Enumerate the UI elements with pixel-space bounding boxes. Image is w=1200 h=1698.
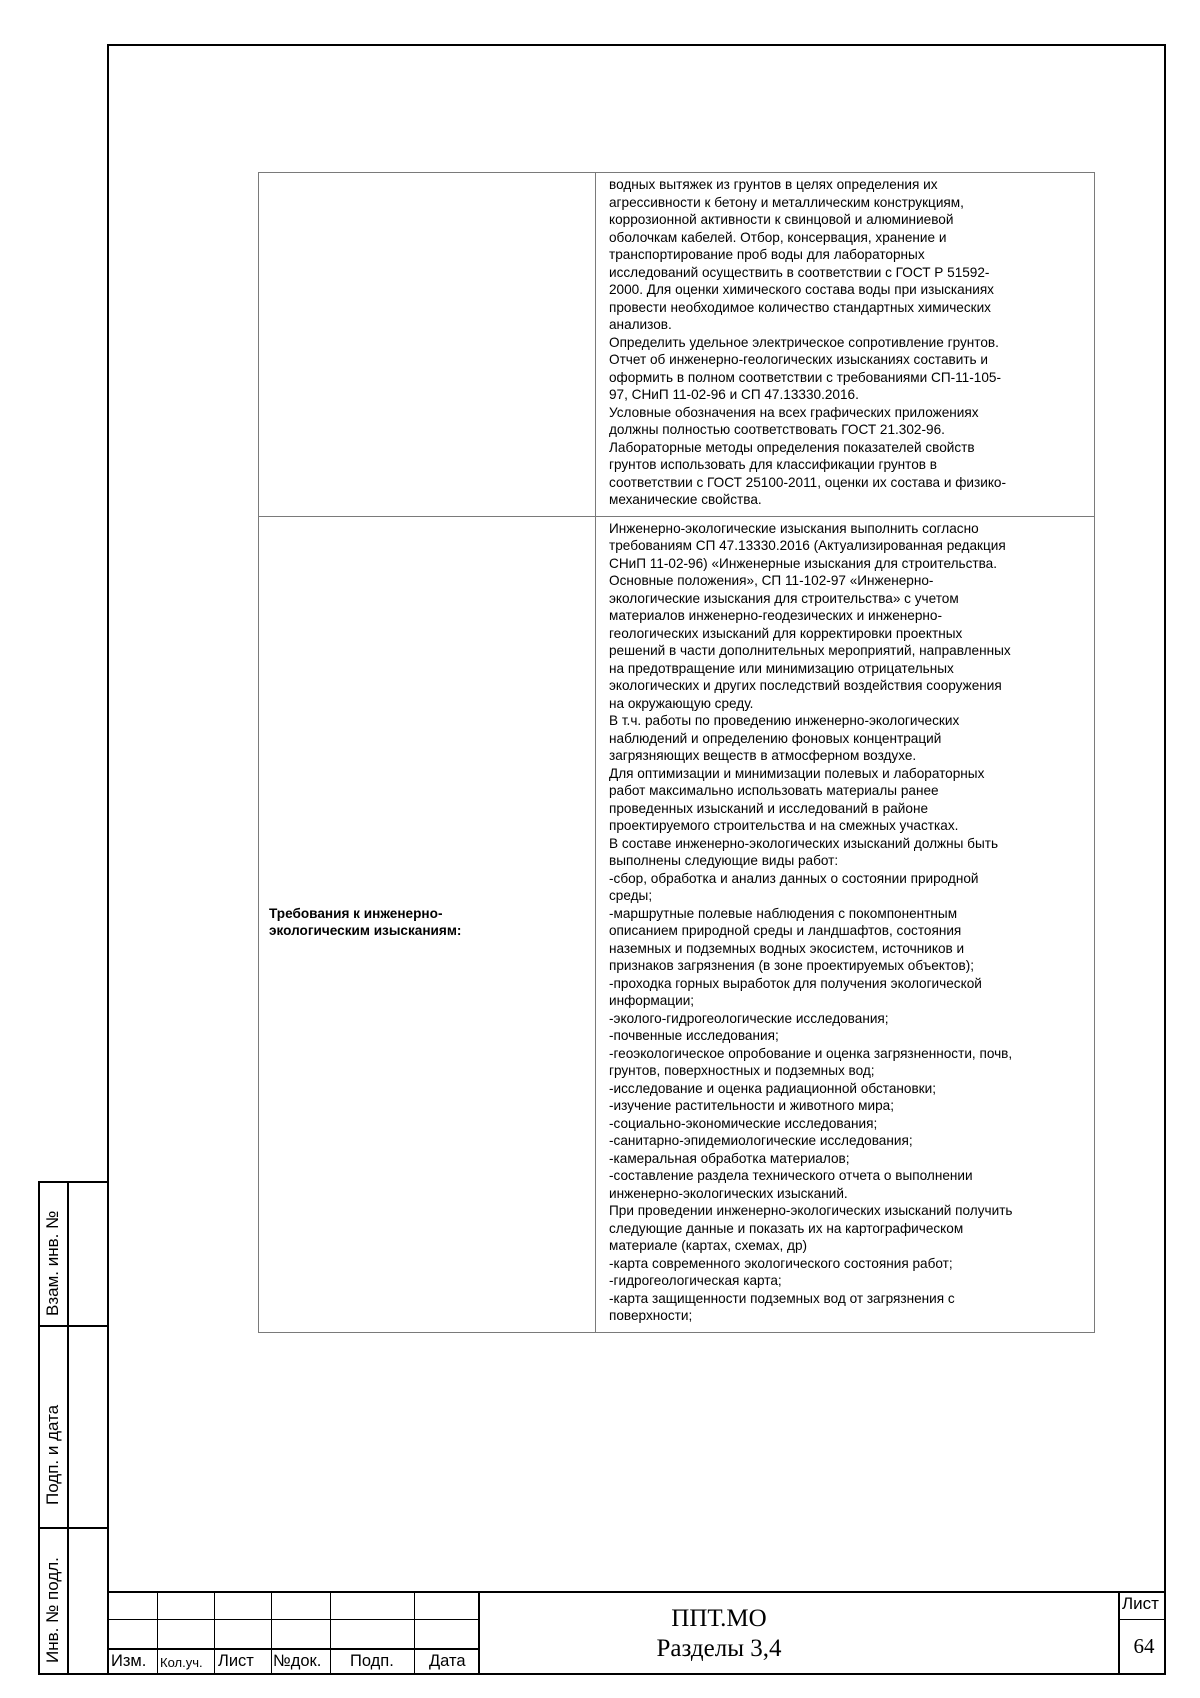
- requirement-text-line: При проведении инженерно-экологических изысканий получить: [609, 1203, 1013, 1218]
- requirement-text-line: исследований осуществить в соответствии с ГОСТ Р 51592-: [609, 264, 990, 280]
- inv-no-label: Инв. № подл.: [43, 1557, 62, 1663]
- requirement-text-line: -гидрогеологическая карта;: [609, 1273, 782, 1288]
- requirement-text-line: наземных и подземных водных экосистем, источников и: [609, 940, 965, 956]
- requirement-row: [259, 173, 1095, 517]
- requirement-text-line: -камеральная обработка материалов;: [609, 1150, 850, 1166]
- requirement-text-line: решений в части дополнительных мероприятий, направленных: [609, 643, 1011, 658]
- requirement-text-line: соответствии с ГОСТ 25100-2011, оценки их состава и физико-: [609, 474, 1007, 490]
- requirement-text-line: -геоэкологическое опробование и оценка загрязненности, почв,: [609, 1045, 1013, 1061]
- requirement-text-line: описанием природной среды и ландшафтов, состояния: [609, 923, 962, 938]
- requirement-text-line: Для оптимизации и минимизации полевых и лабораторных: [609, 765, 985, 781]
- requirement-text: [596, 173, 1095, 517]
- requirement-text-line: экологических и других последствий воздействия сооружения: [609, 678, 1002, 693]
- requirement-text-line: материалов инженерно-геодезических и инженерно-: [609, 608, 942, 623]
- requirement-text-line: коррозионной активности к свинцовой и алюминиевой: [609, 212, 954, 227]
- requirement-text-line: оболочкам кабелей. Отбор, консервация, хранение и: [609, 229, 947, 245]
- requirement-text-line: требованиям СП 47.13330.2016 (Актуализированная редакция: [609, 538, 1006, 553]
- requirement-text-line: 2000. Для оценки химического состава воды при изысканиях: [609, 282, 994, 297]
- col-sheet-header: Лист: [218, 1652, 254, 1670]
- requirement-text: [596, 516, 1095, 1332]
- requirement-text-line: признаков загрязнения (в зоне проектируемых объектов);: [609, 958, 975, 973]
- requirement-text-line: провести необходимое количество стандартных химических: [609, 299, 991, 315]
- requirement-text-line: -санитарно-эпидемиологические исследования;: [609, 1133, 913, 1148]
- col-date-header: Дата: [429, 1652, 466, 1670]
- requirement-text-line: экологические изыскания для строительства» с учетом: [609, 590, 959, 606]
- requirement-label-line: экологическим изысканиям:: [269, 923, 462, 938]
- requirement-text-line: транспортирование проб воды для лабораторных: [609, 247, 925, 262]
- col-change-header: Изм.: [111, 1652, 147, 1670]
- sign-date-label: Подп. и дата: [43, 1404, 62, 1505]
- title-block: [107, 1591, 1166, 1675]
- requirement-text-line: проведенных изысканий и исследований в районе: [609, 800, 929, 816]
- requirement-text-line: Условные обозначения на всех графических приложениях: [609, 404, 979, 420]
- col-doc-header: №док.: [273, 1652, 322, 1670]
- sheet-number: 64: [1133, 1634, 1155, 1658]
- requirement-label: [259, 516, 596, 1332]
- requirement-text-line: среды;: [609, 888, 653, 903]
- requirement-text-line: проектируемого строительства и на смежных участках.: [609, 818, 959, 833]
- requirements-table: [258, 172, 1095, 1333]
- tb-line-sheet: [1119, 1619, 1166, 1620]
- requirement-text-line: выполнены следующие виды работ:: [609, 853, 839, 868]
- requirement-text-line: -составление раздела технического отчета о выполнении: [609, 1168, 973, 1183]
- requirement-text-line: оформить в полном соответствии с требованиями СП-11-105-: [609, 369, 1001, 385]
- approval-strip: [38, 1181, 107, 1675]
- requirement-text-line: СНиП 11-02-96) «Инженерные изыскания для строительства.: [609, 555, 998, 571]
- strip-line-2: [38, 1527, 107, 1529]
- requirement-text-line: на предотвращение или минимизацию отрицательных: [609, 660, 954, 676]
- requirement-text-line: информации;: [609, 993, 695, 1008]
- requirement-text-line: работ максимально использовать материалы ранее: [609, 783, 939, 798]
- requirement-text-line: В т.ч. работы по проведению инженерно-экологических: [609, 713, 960, 728]
- requirement-text-line: -социально-экономические исследования;: [609, 1115, 878, 1131]
- requirement-text-line: инженерно-экологических изысканий.: [609, 1185, 848, 1201]
- requirement-text-line: -почвенные исследования;: [609, 1028, 779, 1043]
- tb-col-7: [1118, 1591, 1120, 1675]
- requirement-label: [259, 173, 596, 517]
- requirement-text-line: Основные положения», СП 11-102-97 «Инженерно-: [609, 573, 934, 588]
- requirement-text-line: анализов.: [609, 317, 672, 332]
- requirement-text-line: Лабораторные методы определения показателей свойств: [609, 439, 975, 455]
- strip-line-bottom: [38, 1673, 107, 1675]
- requirement-text-line: материале (картах, схемах, др): [609, 1238, 808, 1253]
- doc-code: ППТ.МО: [671, 1605, 767, 1632]
- requirement-text-line: грунтов использовать для классификации грунтов в: [609, 457, 938, 472]
- requirement-text-line: -исследование и оценка радиационной обстановки;: [609, 1080, 936, 1096]
- doc-sections: Разделы 3,4: [656, 1635, 782, 1662]
- requirement-text-line: -изучение растительности и животного мира;: [609, 1098, 894, 1113]
- requirement-text-line: загрязняющих веществ в атмосферном воздухе.: [609, 748, 917, 763]
- requirement-text-line: Отчет об инженерно-геологических изысканиях составить и: [609, 352, 988, 367]
- requirement-text-line: -маршрутные полевые наблюдения с покомпонентным: [609, 905, 958, 921]
- requirement-text-line: 97, СНиП 11-02-96 и СП 47.13330.2016.: [609, 387, 859, 402]
- requirement-text-line: В составе инженерно-экологических изысканий должны быть: [609, 835, 999, 851]
- col-sign-header: Подп.: [350, 1652, 394, 1670]
- strip-line-top: [38, 1181, 107, 1183]
- requirement-text-line: следующие данные и показать их на картографическом: [609, 1220, 964, 1236]
- requirement-text-line: Инженерно-экологические изыскания выполнить согласно: [609, 520, 979, 536]
- requirement-text-line: -эколого-гидрогеологические исследования;: [609, 1010, 889, 1026]
- requirement-text-line: поверхности;: [609, 1308, 693, 1323]
- requirement-text-line: наблюдений и определению фоновых концентраций: [609, 730, 942, 746]
- requirement-label-line: Требования к инженерно-: [269, 905, 443, 921]
- requirement-row: [259, 516, 1095, 1332]
- requirement-text-line: -сбор, обработка и анализ данных о состоянии природной: [609, 870, 979, 886]
- tb-col-2: [214, 1591, 215, 1675]
- replace-inv-label: Взам. инв. №: [43, 1210, 62, 1316]
- tb-col-3: [271, 1591, 272, 1675]
- requirement-text-line: водных вытяжек из грунтов в целях определения их: [609, 177, 938, 192]
- requirement-text-line: геологических изысканий для корректировки проектных: [609, 625, 963, 641]
- sheet-label: Лист: [1122, 1594, 1159, 1613]
- strip-line-1: [38, 1325, 107, 1327]
- requirement-text-line: механические свойства.: [609, 492, 762, 507]
- requirement-text-line: на окружающую среду.: [609, 695, 754, 711]
- requirement-text-line: -карта современного экологического состояния работ;: [609, 1255, 953, 1271]
- requirement-text-line: агрессивности к бетону и металлическим конструкциям,: [609, 194, 964, 210]
- requirement-text-line: должны полностью соответствовать ГОСТ 21.302-96.: [609, 422, 945, 437]
- requirement-text-line: грунтов, поверхностных и подземных вод;: [609, 1063, 875, 1078]
- requirement-text-line: -проходка горных выработок для получения экологической: [609, 975, 982, 991]
- strip-border-left: [38, 1181, 40, 1675]
- requirement-text-line: Определить удельное электрическое сопротивление грунтов.: [609, 334, 999, 350]
- tb-line-row1: [107, 1619, 479, 1620]
- tb-col-1: [157, 1591, 158, 1675]
- col-count-header: Кол.уч.: [160, 1655, 203, 1670]
- tb-col-4: [330, 1591, 331, 1675]
- requirement-text-line: -карта защищенности подземных вод от загрязнения с: [609, 1290, 955, 1306]
- strip-border-mid: [67, 1181, 69, 1675]
- tb-line-row2: [107, 1648, 479, 1650]
- tb-line-top: [107, 1591, 1166, 1593]
- tb-col-5: [414, 1591, 415, 1675]
